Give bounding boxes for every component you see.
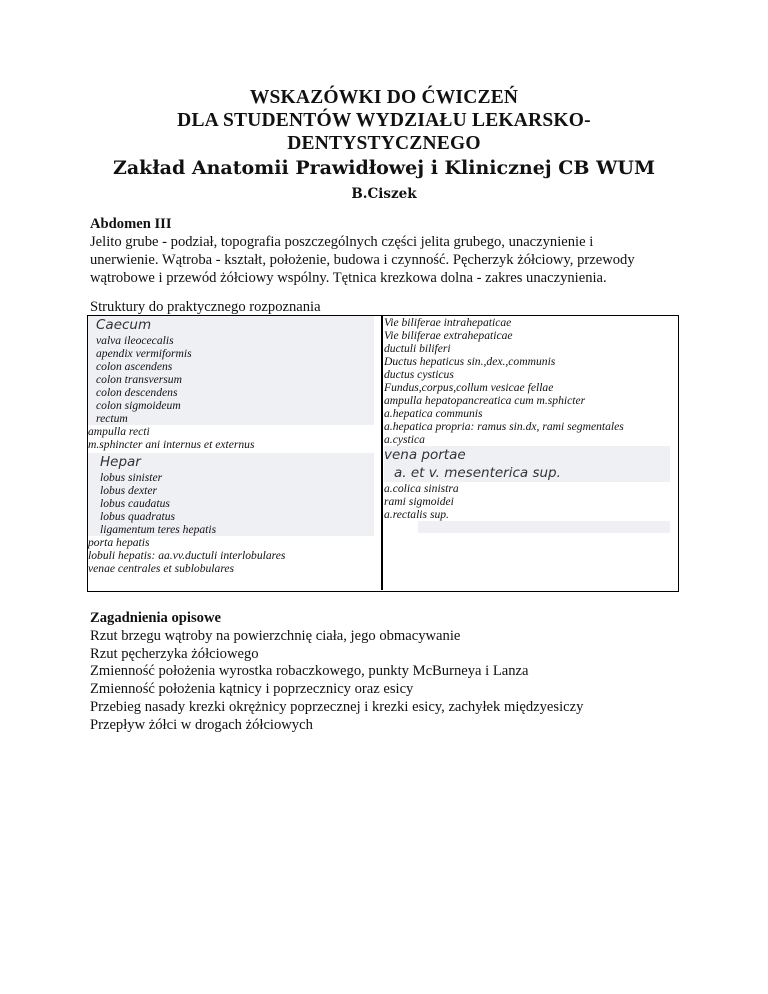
caecum-item: rectum <box>96 412 128 425</box>
hepar-item: lobus caudatus <box>100 497 170 510</box>
department-name: Zakład Anatomii Prawidłowej i Klinicznej CB WUM <box>112 157 656 179</box>
right-item: Vie biliferae extrahepaticae <box>384 329 513 342</box>
hepar-item: lobus dexter <box>100 484 157 497</box>
topic-line-2: unerwienie. Wątroba - kształt, położenie, budowa i czynność. Pęcherzyk żółciowy, przewody <box>90 252 635 268</box>
right-item: a.colica sinistra <box>384 482 459 495</box>
author-name: B.Ciszek <box>351 186 417 202</box>
descriptive-title: Zagadnienia opisowe <box>90 610 221 626</box>
descriptive-item: Zmienność położenia kątnicy i poprzecznicy oraz esicy <box>90 681 414 698</box>
right-item: a.cystica <box>384 433 425 446</box>
left-column <box>88 316 380 575</box>
right-item: ductus cysticus <box>384 368 454 381</box>
column-divider <box>381 316 383 590</box>
shade-block <box>418 521 670 533</box>
sphincter-ani: m.sphincter ani internus et externus <box>88 438 255 451</box>
caecum-item: apendix vermiformis <box>96 347 192 360</box>
descriptive-item: Przebieg nasady krezki okrężnicy poprzecznej i krezki esicy, zachyłek międzyesiczy <box>90 698 584 715</box>
descriptive-section <box>90 610 690 735</box>
vena-portae: vena portae <box>384 447 466 463</box>
left-tail-item: porta hepatis <box>88 536 150 549</box>
document-header <box>0 86 768 205</box>
right-item: a.hepatica propria: ramus sin.dx, rami segmentales <box>384 420 624 433</box>
ampulla-recti: ampulla recti <box>88 425 150 438</box>
mesenterica-sup: a. et v. mesenterica sup. <box>394 465 561 481</box>
right-item: ductuli biliferi <box>384 342 451 355</box>
caecum-item: valva ileocecalis <box>96 334 174 347</box>
caecum-group <box>88 316 374 425</box>
structures-label: Struktury do praktycznego rozpoznania <box>90 299 321 315</box>
descriptive-item: Zmienność położenia wyrostka robaczkowego, punkty McBurneya i Lanza <box>90 663 529 680</box>
vessels-group <box>384 446 670 482</box>
topic-line-1: Jelito grube - podział, topografia poszczególnych części jelita grubego, unaczynienie i <box>90 234 594 250</box>
left-tail-item: lobuli hepatis: aa.vv.ductuli interlobulares <box>88 549 286 562</box>
hepar-item: lobus quadratus <box>100 510 176 523</box>
descriptive-item: Rzut brzegu wątroby na powierzchnię ciała, jego obmacywanie <box>90 627 461 644</box>
right-item: a.rectalis sup. <box>384 508 449 521</box>
right-item: Fundus,corpus,collum vesicae fellae <box>384 381 554 394</box>
caecum-heading: Caecum <box>96 317 152 333</box>
hepar-item: ligamentum teres hepatis <box>100 523 217 536</box>
right-item: a.hepatica communis <box>384 407 483 420</box>
hepar-group <box>88 453 374 536</box>
header-line-1: WSKAZÓWKI DO ĆWICZEŃ <box>249 87 519 108</box>
header-line-3: DENTYSTYCZNEGO <box>287 133 481 154</box>
left-tail-item: venae centrales et sublobulares <box>88 562 235 575</box>
hepar-heading: Hepar <box>100 454 141 470</box>
right-item: ampulla hepatopancreatica cum m.sphicter <box>384 394 586 407</box>
caecum-item: colon descendens <box>96 386 178 399</box>
descriptive-item: Przepływ żółci w drogach żółciowych <box>90 716 313 733</box>
caecum-item: colon sigmoideum <box>96 399 181 412</box>
right-item: Vie biliferae intrahepaticae <box>384 316 512 329</box>
caecum-item: colon transversum <box>96 373 182 386</box>
topic-section <box>90 215 690 287</box>
right-item: rami sigmoidei <box>384 495 454 508</box>
topic-line-3: wątrobowe i przewód żółciowy wspólny. Tętnica krezkowa dolna - zakres unaczynienia. <box>90 270 607 286</box>
topic-title: Abdomen III <box>90 216 172 232</box>
hepar-item: lobus sinister <box>100 471 163 484</box>
structures-table <box>87 315 679 592</box>
descriptive-item: Rzut pęcherzyka żółciowego <box>90 645 259 662</box>
header-line-2: DLA STUDENTÓW WYDZIAŁU LEKARSKO- <box>177 110 591 131</box>
caecum-item: colon ascendens <box>96 360 173 373</box>
right-column <box>384 316 678 533</box>
right-item: Ductus hepaticus sin.,dex.,communis <box>384 355 556 368</box>
